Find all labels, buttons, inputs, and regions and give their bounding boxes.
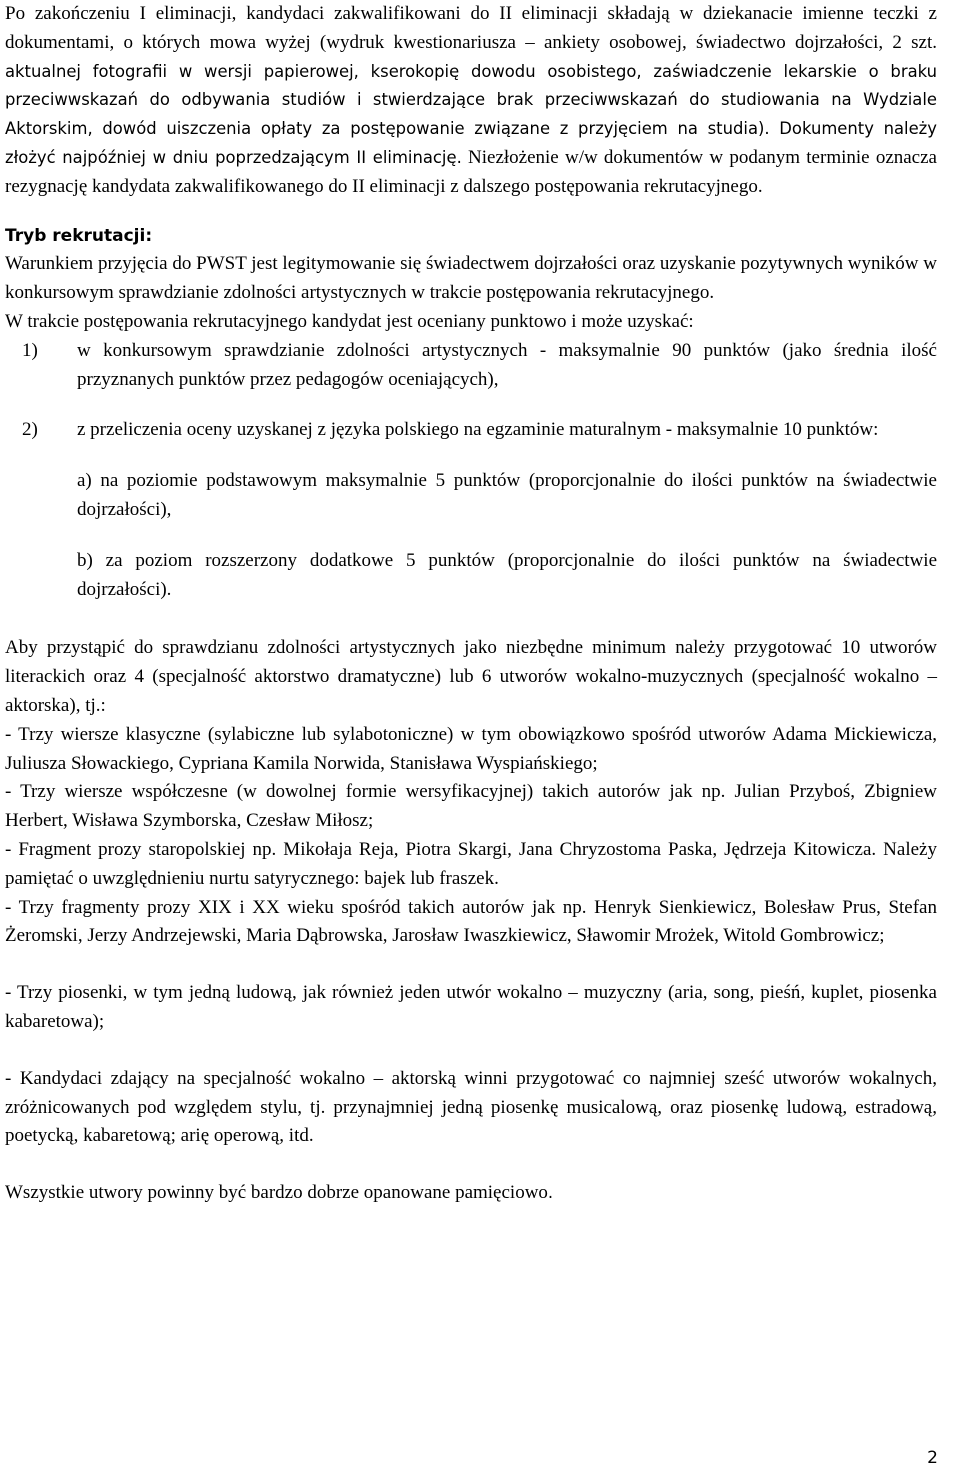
requirement-line-5: - Trzy piosenki, w tym jedną ludową, jak również jeden utwór wokalno – muzyczny (aria, song, pieśń, kuplet, piosenka kabaretowa);	[5, 982, 937, 1032]
intro-text-sans: aktualnej fotografii w wersji papierowej, kserokopię dowodu osobistego, zaświadczenie lekarskie o braku przeciwwskazań do odbywania studiów i stwierdzające brak przeciwwskazań do studiowania na Wydziale Aktorskim, dowód uiszczenia opłaty za postępowanie związane z przyjęciem na studia). Dokumenty należy złożyć najpóźniej w dniu poprzedzającym II eliminację.	[5, 61, 937, 167]
closing-dot: .	[547, 1183, 554, 1203]
scoring-item-1-text: w konkursowym sprawdzianie zdolności artystycznych - maksymalnie 90 punktów (jako średnia ilość przyznanych punktów przez pedagogów oceniających),	[77, 339, 937, 390]
requirement-line-4: - Trzy fragmenty prozy XIX i XX wieku spośród takich autorów jak np. Henryk Sienkiewicz, Bolesław Prus, Stefan Żeromski, Jerzy Andrzejewski, Maria Dąbrowska, Jarosław Iwaszkiewicz, Sławomir Mrożek, Witold Gombrowicz;	[5, 896, 937, 947]
document-page	[5, 0, 937, 1208]
requirement-line-6: - Kandydaci zdający na specjalność wokalno – aktorską winni przygotować co najmniej sześć utworów wokalnych, zróżnicowanych pod względem stylu, tj. przynajmniej jedną piosenkę musicalową, oraz piosenkę ludową, estradową, poetycką, kabaretową; arię operową, itd.	[5, 1067, 937, 1147]
recruitment-condition-paragraph: Warunkiem przyjęcia do PWST jest legitymowanie się świadectwem dojrzałości oraz uzyskanie pozytywnych wyników w konkursowym sprawdzianie zdolności artystycznych w trakcie postępowania rekrutacyjnego.	[5, 253, 937, 304]
closing-paragraph	[5, 1179, 937, 1208]
intro-text-serif: Po zakończeniu I eliminacji, kandydaci zakwalifikowani do II eliminacji składają w dziekanacie imienne teczki z dokumentami, o których mowa wyżej (wydruk kwestionariusza – ankiety osobowej, świadectwo dojrzałości, 2 szt.	[5, 3, 937, 53]
page-number: 2	[927, 1448, 938, 1468]
requirements-paragraph: Aby przystąpić do sprawdzianu zdolności artystycznych jako niezbędne minimum należy przygotować 10 utworów literackich oraz 4 (specjalność aktorstwo dramatyczne) lub 6 utworów wokalno-muzycznych (specjalność wokalno – aktorska), tj.:	[5, 637, 937, 716]
scoring-subitem-b: b) za poziom rozszerzony dodatkowe 5 punktów (proporcjonalnie do ilości punktów na świadectwie dojrzałości).	[77, 549, 937, 600]
requirement-line-2: - Trzy wiersze współczesne (w dowolnej formie wersyfikacyjnej) takich autorów jak np. Julian Przyboś, Zbigniew Herbert, Wisława Szymborska, Czesław Miłosz;	[5, 781, 937, 832]
intro-text-serif-end: Niezłożenie w/w dokumentów w podanym terminie oznacza rezygnację kandydata zakwalifikowanego do II eliminacji z dalszego postępowania rekrutacyjnego.	[5, 146, 937, 197]
requirement-line-1: - Trzy wiersze klasyczne (sylabiczne lub sylabotoniczne) w tym obowiązkowo spośród utworów Adama Mickiewicza, Juliusza Słowackiego, Cypriana Kamila Norwida, Stanisława Wyspiańskiego;	[5, 723, 937, 774]
intro-paragraph	[5, 0, 937, 202]
scoring-item-2-text: z przeliczenia oceny uzyskanej z języka polskiego na egzaminie maturalnym - maksymalnie 10 punktów:	[77, 419, 879, 441]
section-heading: Tryb rekrutacji:	[5, 225, 153, 246]
scoring-item-1-number: 1)	[22, 339, 38, 361]
closing-text: Wszystkie utwory powinny być bardzo dobrze opanowane pamięciowo	[5, 1182, 548, 1204]
scoring-item-2	[22, 416, 937, 445]
scoring-intro-paragraph: W trakcie postępowania rekrutacyjnego kandydat jest oceniany punktowo i może uzyskać:	[5, 310, 694, 332]
requirement-line-3: - Fragment prozy staropolskiej np. Mikołaja Reja, Piotra Skargi, Jana Chryzostoma Paska, Jędrzeja Kitowicza. Należy pamiętać o uwzględnieniu nurtu satyrycznego: bajek lub fraszek.	[5, 838, 937, 889]
scoring-item-1	[22, 337, 937, 395]
scoring-subitem-a: a) na poziomie podstawowym maksymalnie 5 punktów (proporcjonalnie do ilości punktów na świadectwie dojrzałości),	[77, 470, 937, 520]
scoring-item-2-number: 2)	[22, 419, 38, 441]
